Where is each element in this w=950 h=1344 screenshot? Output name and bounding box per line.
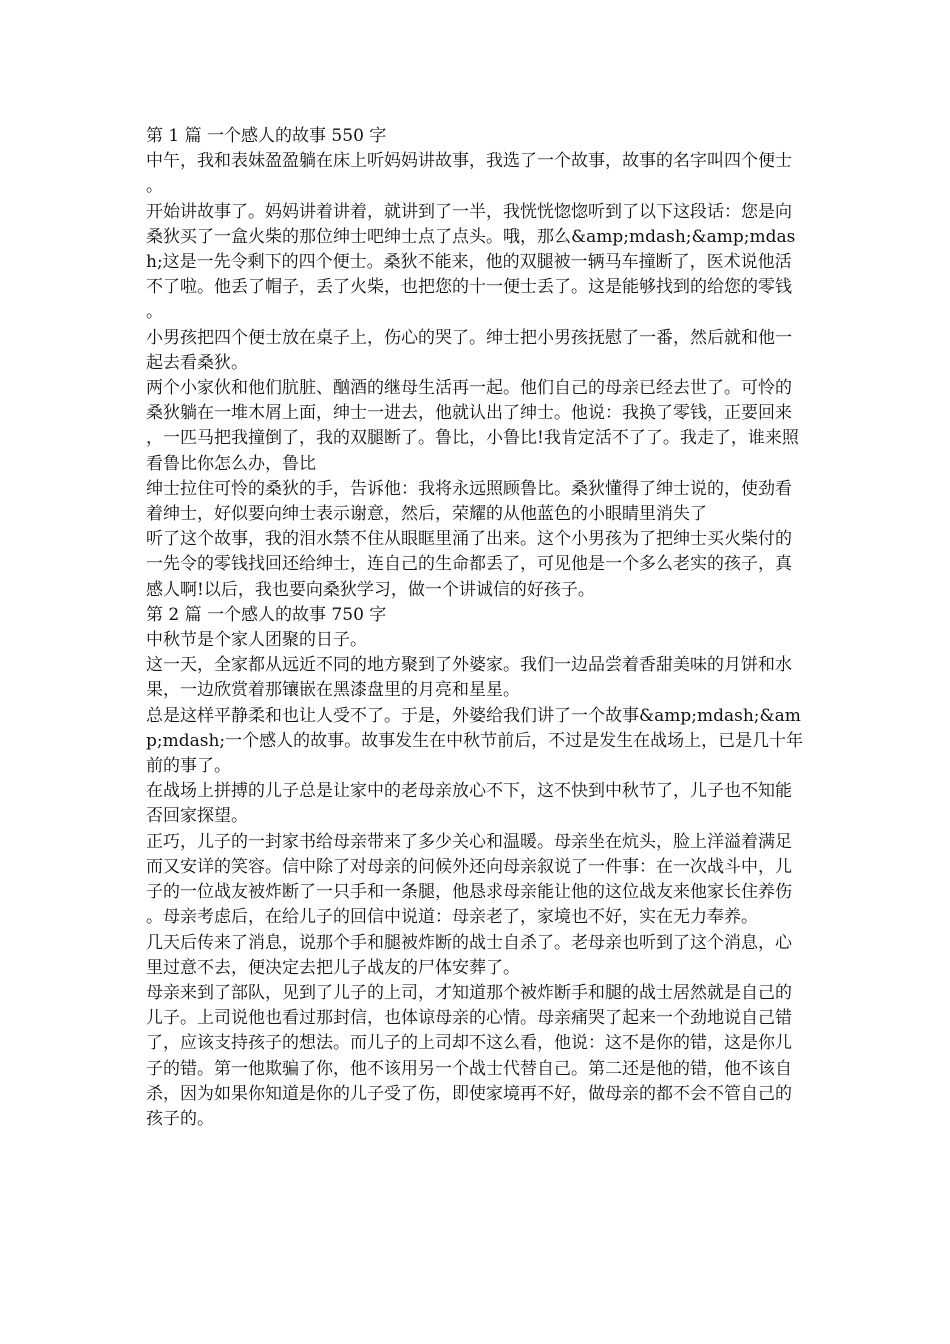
article-2-paragraph: 中秋节是个家人团聚的日子。	[146, 630, 367, 651]
document-page	[146, 124, 806, 1132]
article-2-paragraph: 母亲来到了部队，见到了儿子的上司，才知道那个被炸断手和腿的战士居然就是自己的儿子。上司说他也看过那封信，也体谅母亲的心情。母亲痛哭了起来一个劲地说自己错了，应该支持孩子的想法。而儿子的上司却不这么看，他说：这不是你的错，这是你儿子的错。第一他欺骗了你，他不该用另一个战士代替自己。第二还是他的错，他不该自杀，因为如果你知道是你的儿子受了伤，即使家境再不好，做母亲的都不会不管自己的孩子的。	[146, 982, 792, 1129]
article-2-heading: 第 2 篇 一个感人的故事 750 字	[146, 604, 387, 625]
article-1-paragraph: 小男孩把四个便士放在桌子上，伤心的哭了。绅士把小男孩抚慰了一番，然后就和他一起去看桑狄。	[146, 327, 792, 373]
article-1-heading: 第 1 篇 一个感人的故事 550 字	[146, 126, 387, 146]
article-1-paragraph: 听了这个故事，我的泪水禁不住从眼眶里涌了出来。这个小男孩为了把绅士买火柴付的一先令的零钱找回还给绅士，连自己的生命都丢了，可见他是一个多么老实的孩子，真感人啊!以后，我也要向桑狄学习，做一个讲诚信的好孩子。	[146, 529, 792, 600]
article-2-paragraph: 总是这样平静柔和也让人受不了。于是，外婆给我们讲了一个故事&amp;mdash;&amp;mdash;一个感人的故事。故事发生在中秋节前后，不过是发生在战场上，已是几十年前的事了。	[146, 705, 804, 777]
article-1-paragraph: 中午，我和表妹盈盈躺在床上听妈妈讲故事，我选了一个故事，故事的名字叫四个便士。	[146, 151, 792, 197]
article-1-paragraph: 绅士拉住可怜的桑狄的手，告诉他：我将永远照顾鲁比。桑狄懂得了绅士说的，使劲看着绅士，好似要向绅士表示谢意，然后，荣耀的从他蓝色的小眼睛里消失了	[146, 478, 792, 525]
article-2-paragraph: 正巧，儿子的一封家书给母亲带来了多少关心和温暖。母亲坐在炕头，脸上洋溢着满足而又安详的笑容。信中除了对母亲的问候外还向母亲叙说了一件事：在一次战斗中，儿子的一位战友被炸断了一只手和一条腿，他恳求母亲能让他的这位战友来他家长住养伤。母亲考虑后，在给儿子的回信中说道：母亲老了，家境也不好，实在无力奉养。	[146, 831, 792, 928]
article-2-paragraph: 这一天，全家都从远近不同的地方聚到了外婆家。我们一边品尝着香甜美味的月饼和水果，一边欣赏着那镶嵌在黑漆盘里的月亮和星星。	[146, 655, 792, 701]
article-2-paragraph: 几天后传来了消息，说那个手和腿被炸断的战士自杀了。老母亲也听到了这个消息，心里过意不去，便决定去把儿子战友的尸体安葬了。	[146, 932, 792, 978]
article-1-paragraph: 两个小家伙和他们肮脏、酗酒的继母生活再一起。他们自己的母亲已经去世了。可怜的桑狄躺在一堆木屑上面，绅士一进去，他就认出了绅士。他说：我换了零钱，正要回来，一匹马把我撞倒了，我的双腿断了。鲁比，小鲁比!我肯定活不了了。我走了，谁来照看鲁比你怎么办，鲁比	[146, 378, 799, 474]
article-1-paragraph: 开始讲故事了。妈妈讲着讲着，就讲到了一半，我恍恍惚惚听到了以下这段话：您是向桑狄买了一盒火柴的那位绅士吧绅士点了点头。哦，那么&amp;mdash;&amp;mdash;这是一先令剩下的四个便士。桑狄不能来，他的双腿被一辆马车撞断了，医术说他活不了啦。他丢了帽子，丢了火柴，也把您的十一便士丢了。这是能够找到的给您的零钱。	[146, 201, 796, 323]
article-2-paragraph: 在战场上拼搏的儿子总是让家中的老母亲放心不下，这不快到中秋节了，儿子也不知能否回家探望。	[146, 781, 792, 827]
